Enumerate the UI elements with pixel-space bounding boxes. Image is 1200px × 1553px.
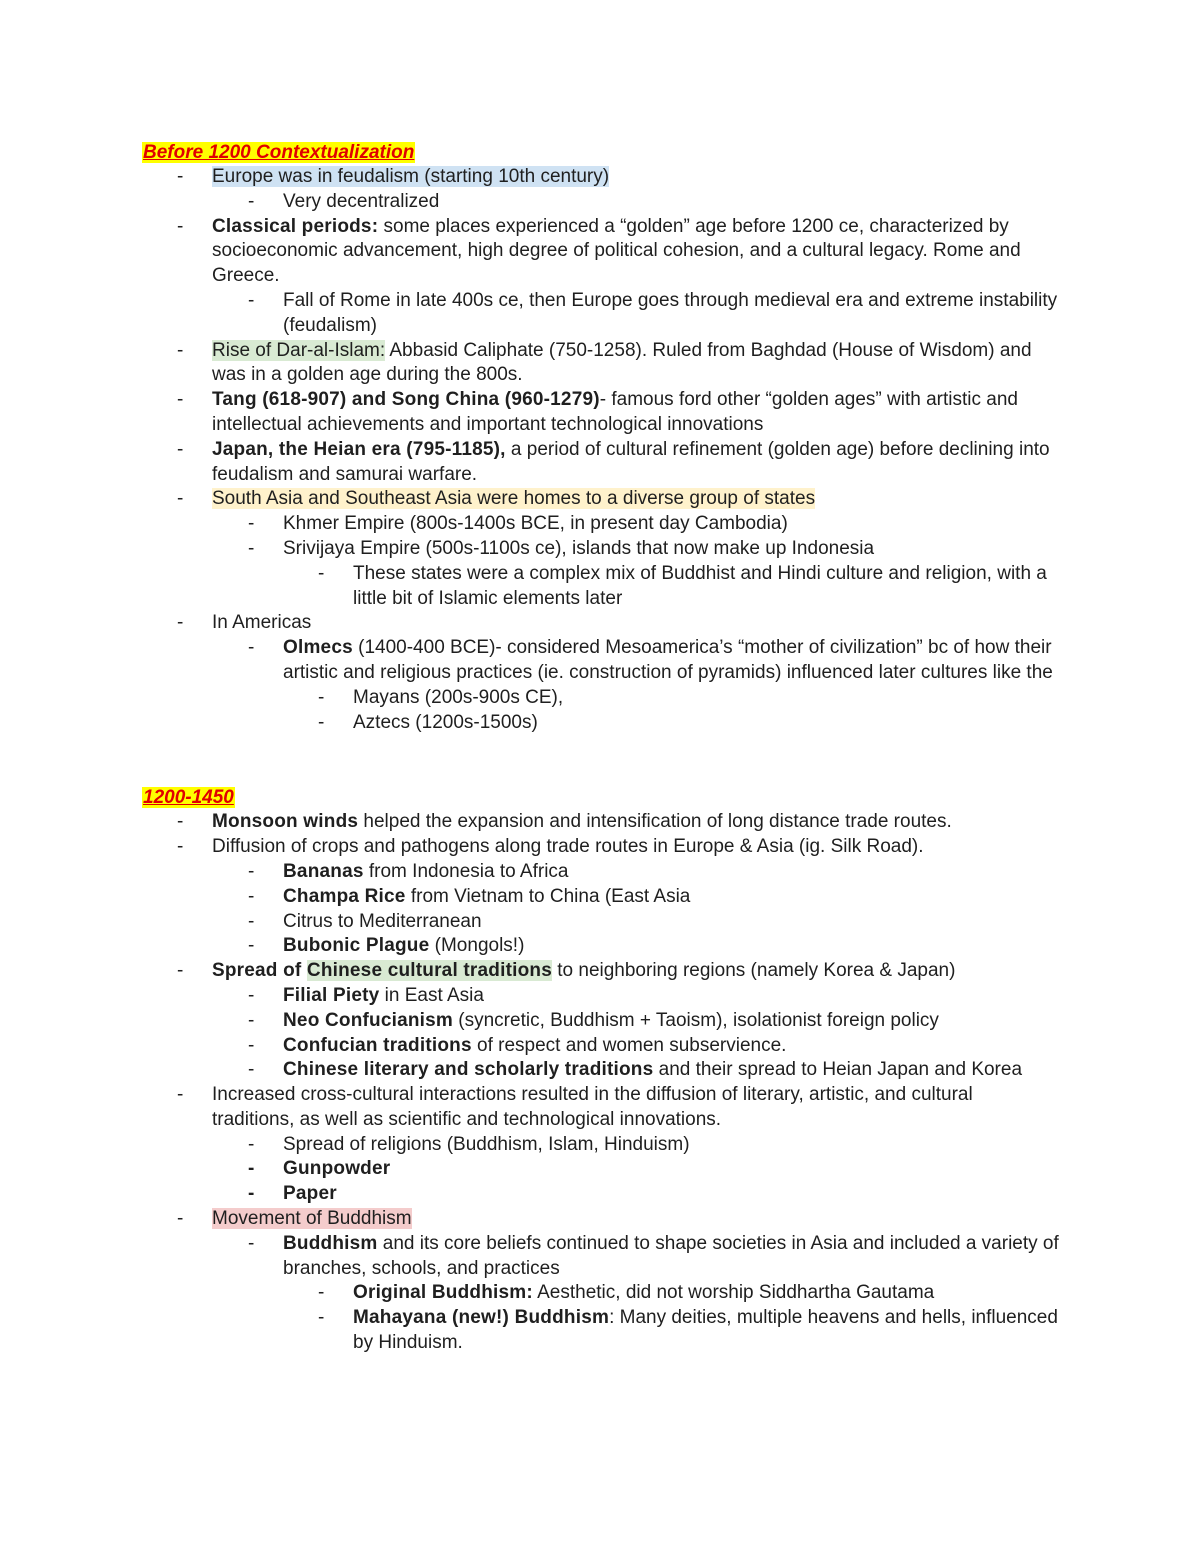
bullet-dash: - (318, 562, 325, 584)
bullet-dash: - (248, 1059, 255, 1081)
text-segment: Very decentralized (283, 190, 440, 212)
list-item (0, 1133, 1200, 1158)
text-segment: (1400-400 BCE)- considered Mesoamerica’s “mother of civilization” bc of how their artistic and religious practices (ie. construction of pyramids) influenced later cultures like the (283, 637, 1053, 683)
text-segment: Spread of religions (Buddhism, Islam, Hinduism) (283, 1133, 690, 1155)
bullet-dash: - (248, 1183, 255, 1205)
bullet-dash: - (177, 438, 184, 460)
bullet-dash: - (177, 339, 184, 361)
bullet-dash: - (248, 935, 255, 957)
bullet-dash: - (177, 1208, 184, 1230)
list-item (0, 959, 1200, 984)
list-item (0, 910, 1200, 935)
list-item (0, 537, 1200, 562)
list-item (0, 1207, 1200, 1232)
text-segment: Aztecs (1200s-1500s) (353, 711, 538, 733)
bullet-dash: - (177, 811, 184, 833)
text-segment: and their spread to Heian Japan and Korea (653, 1059, 1023, 1081)
text-segment: from Indonesia to Africa (363, 860, 569, 882)
text-segment: Olmecs (283, 637, 353, 659)
text-segment: Buddhism (283, 1232, 378, 1254)
text-segment: (syncretic, Buddhism + Taoism), isolationist foreign policy (453, 1009, 939, 1031)
bullet-dash: - (248, 637, 255, 659)
text-segment: Japan, the Heian era (795-1185), (212, 438, 506, 460)
list-item (0, 289, 1200, 339)
list-item (0, 711, 1200, 736)
text-segment: South Asia and Southeast Asia were homes to a diverse group of states (212, 488, 816, 510)
bullet-dash: - (248, 1034, 255, 1056)
bullet-dash: - (177, 389, 184, 411)
bullet-list (0, 810, 1200, 1356)
text-segment: helped the expansion and intensification of long distance trade routes. (358, 811, 952, 833)
text-segment: Mayans (200s-900s CE), (353, 686, 564, 708)
bullet-dash: - (318, 1282, 325, 1304)
bullet-dash: - (248, 1009, 255, 1031)
text-segment: Original Buddhism: (353, 1282, 533, 1304)
text-segment: (Mongols!) (429, 935, 525, 957)
bullet-dash: - (177, 1084, 184, 1106)
bullet-dash: - (248, 1232, 255, 1254)
text-segment: Spread of (212, 960, 307, 982)
list-item (0, 1232, 1200, 1282)
list-item (0, 835, 1200, 860)
text-segment: in East Asia (379, 984, 484, 1006)
list-item (0, 1182, 1200, 1207)
bullet-dash: - (248, 513, 255, 535)
text-segment: Champa Rice (283, 885, 406, 907)
text-segment: Increased cross-cultural interactions resulted in the diffusion of literary, artistic, and cultural traditions, as well as scientific and technological innovations. (212, 1084, 973, 1130)
list-item (0, 487, 1200, 512)
text-segment: and its core beliefs continued to shape societies in Asia and included a variety of branches, schools, and practices (283, 1232, 1059, 1279)
list-item (0, 1083, 1200, 1133)
list-item (0, 1034, 1200, 1059)
bullet-dash: - (318, 1307, 325, 1329)
text-segment: Mahayana (new!) Buddhism (353, 1307, 610, 1329)
list-item (0, 885, 1200, 910)
text-segment: Abbasid Caliphate (750-1258). Ruled from Baghdad (House of Wisdom) and was in a golden age during the 800s. (212, 339, 1032, 386)
text-segment: Confucian traditions (283, 1034, 472, 1056)
text-segment: Bananas (283, 860, 364, 882)
text-segment: Tang (618-907) and Song China (960-1279) (212, 389, 600, 411)
text-segment: Citrus to Mediterranean (283, 910, 482, 932)
section-gap (0, 735, 1200, 785)
text-segment: Bubonic Plague (283, 935, 430, 957)
text-segment: of respect and women subservience. (471, 1034, 787, 1056)
list-item (0, 190, 1200, 215)
bullet-dash: - (248, 984, 255, 1006)
text-segment: - famous ford other “golden ages” with artistic and intellectual achievements and important technological innovations (212, 389, 1018, 435)
section-heading: Before 1200 Contextualization (143, 142, 415, 163)
text-segment: Classical periods: (212, 215, 379, 237)
list-item (0, 810, 1200, 835)
text-segment: Movement of Buddhism (212, 1208, 412, 1230)
list-item (0, 1058, 1200, 1083)
bullet-dash: - (177, 960, 184, 982)
document-body (0, 140, 1200, 1356)
bullet-dash: - (248, 1158, 255, 1180)
text-segment: Paper (283, 1183, 337, 1205)
text-segment: Europe was in feudalism (starting 10th century) (212, 166, 610, 187)
text-segment: to neighboring regions (namely Korea & Japan) (551, 960, 956, 982)
bullet-dash: - (248, 860, 255, 882)
text-segment: Filial Piety (283, 984, 380, 1006)
list-item (0, 984, 1200, 1009)
bullet-list (0, 165, 1200, 735)
text-segment: Chinese literary and scholarly traditions (283, 1059, 654, 1081)
list-item (0, 339, 1200, 389)
text-segment: a period of cultural refinement (golden age) before declining into feudalism and samurai warfare. (212, 438, 1050, 485)
bullet-dash: - (248, 910, 255, 932)
bullet-dash: - (318, 711, 325, 733)
list-item (0, 1009, 1200, 1034)
text-segment: In Americas (212, 612, 312, 634)
list-item (0, 611, 1200, 636)
list-item (0, 860, 1200, 885)
bullet-dash: - (177, 836, 184, 858)
list-item (0, 165, 1200, 190)
text-segment: Monsoon winds (212, 811, 359, 833)
list-item (0, 438, 1200, 488)
bullet-dash: - (248, 1133, 255, 1155)
text-segment: from Vietnam to China (East Asia (405, 885, 691, 907)
text-segment: Rise of Dar-al-Islam: (212, 339, 386, 361)
list-item (0, 562, 1200, 612)
bullet-dash: - (248, 537, 255, 559)
section-before-1200 (0, 140, 1200, 735)
list-item (0, 636, 1200, 686)
text-segment: These states were a complex mix of Buddhist and Hindi culture and religion, with a little bit of Islamic elements later (353, 562, 1047, 609)
list-item (0, 686, 1200, 711)
text-segment: Diffusion of crops and pathogens along trade routes in Europe & Asia (ig. Silk Road). (212, 836, 924, 858)
bullet-dash: - (248, 885, 255, 907)
list-item (0, 934, 1200, 959)
text-segment: Chinese cultural traditions (306, 960, 552, 982)
section-1200-1450 (0, 785, 1200, 1356)
text-segment: some places experienced a “golden” age before 1200 ce, characterized by socioeconomic advancement, high degree of political cohesion, and a cultural legacy. Rome and Greece. (212, 215, 1021, 287)
text-segment: Srivijaya Empire (500s-1100s ce), islands that now make up Indonesia (283, 537, 875, 559)
text-segment: Khmer Empire (800s-1400s BCE, in present day Cambodia) (283, 513, 788, 535)
bullet-dash: - (177, 166, 184, 187)
text-segment: Gunpowder (283, 1158, 391, 1180)
text-segment: Aesthetic, did not worship Siddhartha Gautama (532, 1282, 935, 1304)
bullet-dash: - (177, 612, 184, 634)
text-segment: Fall of Rome in late 400s ce, then Europe goes through medieval era and extreme instability (feudalism) (283, 289, 1058, 336)
bullet-dash: - (318, 686, 325, 708)
text-segment: Neo Confucianism (283, 1009, 453, 1031)
list-item (0, 512, 1200, 537)
list-item (0, 215, 1200, 289)
section-heading: 1200-1450 (143, 787, 234, 809)
list-item (0, 1306, 1200, 1356)
list-item (0, 388, 1200, 438)
bullet-dash: - (248, 190, 255, 212)
bullet-dash: - (177, 488, 184, 510)
text-segment: : Many deities, multiple heavens and hells, influenced by Hinduism. (353, 1307, 1058, 1354)
list-item (0, 1157, 1200, 1182)
bullet-dash: - (248, 289, 255, 311)
bullet-dash: - (177, 215, 184, 237)
list-item (0, 1281, 1200, 1306)
